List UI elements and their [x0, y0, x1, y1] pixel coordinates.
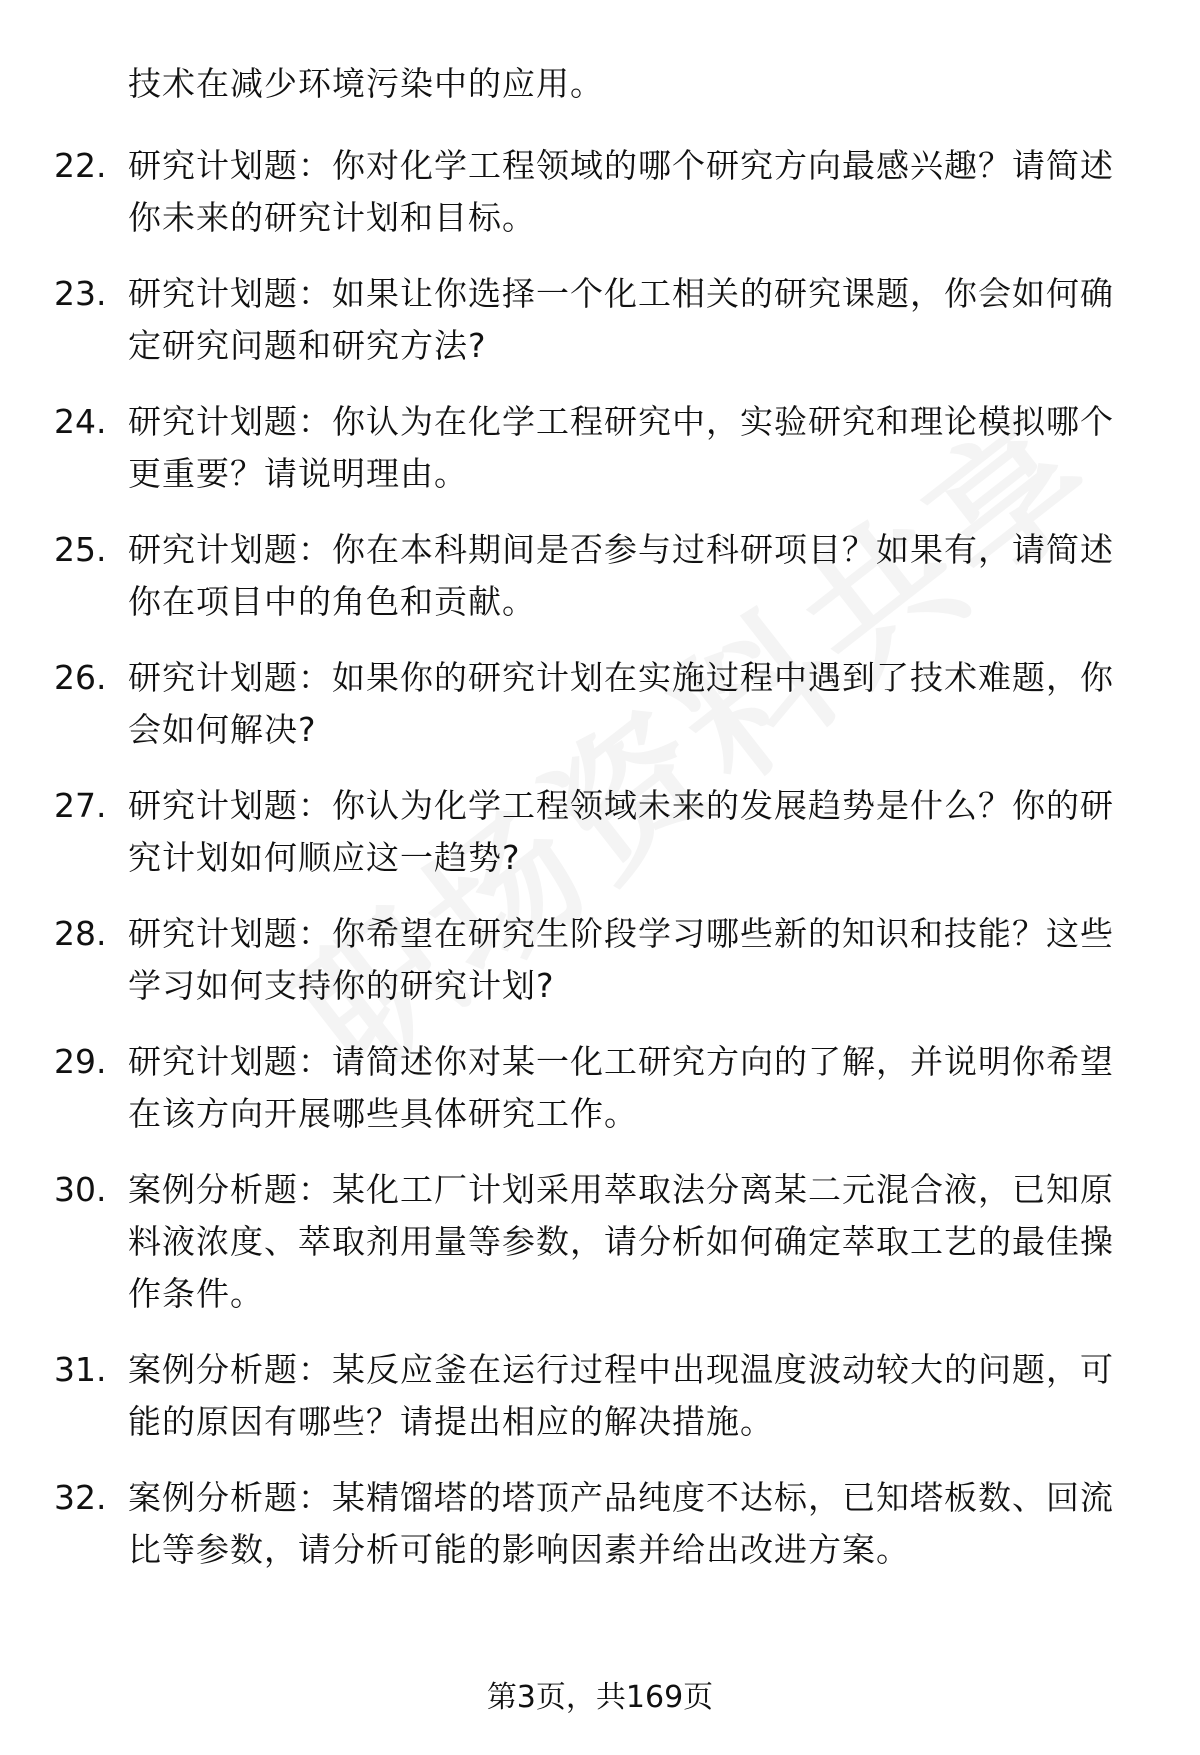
question-text: 案例分析题：某化工厂计划采用萃取法分离某二元混合液，已知原料液浓度、萃取剂用量等参数，请分析如何确定萃取工艺的最佳操作条件。: [128, 1170, 1114, 1313]
question-item: [0, 524, 1200, 628]
question-text: 研究计划题：你认为在化学工程研究中，实验研究和理论模拟哪个更重要？请说明理由。: [128, 402, 1114, 493]
page-number-footer: 第3页，共169页: [486, 1680, 714, 1715]
continuation-text: 技术在减少环境污染中的应用。: [128, 64, 604, 103]
question-text: 研究计划题：如果让你选择一个化工相关的研究课题，你会如何确定研究问题和研究方法?: [128, 274, 1114, 365]
question-number: 31.: [54, 1350, 107, 1389]
question-item: [0, 268, 1200, 372]
question-number: 22.: [54, 146, 107, 185]
question-item: [0, 780, 1200, 884]
question-item: [0, 1344, 1200, 1448]
question-text: 研究计划题：你希望在研究生阶段学习哪些新的知识和技能？这些学习如何支持你的研究计划?: [128, 914, 1114, 1005]
question-number: 32.: [54, 1478, 107, 1517]
question-text: 研究计划题：你认为化学工程领域未来的发展趋势是什么？你的研究计划如何顺应这一趋势?: [128, 786, 1114, 877]
question-number: 27.: [54, 786, 107, 825]
question-text: 研究计划题：你对化学工程领域的哪个研究方向最感兴趣？请简述你未来的研究计划和目标。: [128, 146, 1114, 237]
question-text: 研究计划题：你在本科期间是否参与过科研项目？如果有，请简述你在项目中的角色和贡献。: [128, 530, 1114, 621]
question-text: 研究计划题：请简述你对某一化工研究方向的了解，并说明你希望在该方向开展哪些具体研究工作。: [128, 1042, 1114, 1133]
question-item: [0, 908, 1200, 1012]
question-item: [0, 140, 1200, 244]
question-number: 29.: [54, 1042, 107, 1081]
question-item: [0, 396, 1200, 500]
question-number: 24.: [54, 402, 107, 441]
question-text: 案例分析题：某反应釜在运行过程中出现温度波动较大的问题，可能的原因有哪些？请提出相应的解决措施。: [128, 1350, 1114, 1441]
question-item: [0, 1472, 1200, 1576]
question-item: [0, 1164, 1200, 1320]
question-text: 研究计划题：如果你的研究计划在实施过程中遇到了技术难题，你会如何解决?: [128, 658, 1114, 749]
question-text: 案例分析题：某精馏塔的塔顶产品纯度不达标，已知塔板数、回流比等参数，请分析可能的影响因素并给出改进方案。: [128, 1478, 1114, 1569]
question-number: 28.: [54, 914, 107, 953]
question-number: 26.: [54, 658, 107, 697]
question-number: 30.: [54, 1170, 107, 1209]
question-list: [0, 140, 1200, 1600]
question-number: 25.: [54, 530, 107, 569]
question-item: [0, 1036, 1200, 1140]
question-item: [0, 652, 1200, 756]
question-number: 23.: [54, 274, 107, 313]
